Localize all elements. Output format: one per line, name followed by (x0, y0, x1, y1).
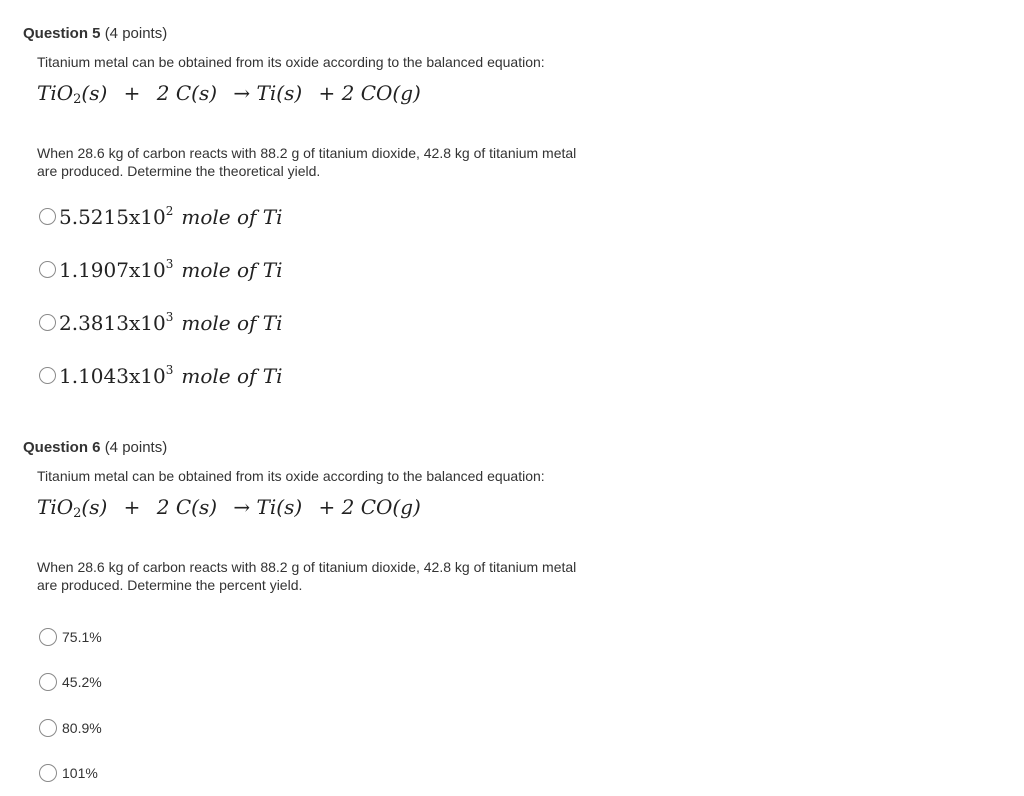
option-unit: mole of Ti (181, 364, 282, 388)
answer-options (37, 190, 1003, 402)
option-exponent: 2 (166, 204, 174, 218)
equation-state: (s) (81, 495, 107, 519)
equation-reactant-2: 2 C(s) (157, 495, 217, 519)
equation-subscript: 2 (73, 92, 81, 107)
equation-product-1: Ti(s) (257, 495, 303, 519)
question-points: (4 points) (105, 439, 168, 456)
option-label (59, 205, 283, 229)
option-mantissa: 5.5215x10 (59, 205, 166, 229)
radio-button[interactable] (39, 719, 57, 737)
question-header (23, 438, 1003, 458)
answer-option[interactable] (37, 190, 1003, 243)
answer-option[interactable] (37, 349, 1003, 402)
equation-arrow: → (233, 81, 250, 105)
option-label: 101% (62, 765, 98, 781)
radio-button[interactable] (39, 628, 57, 646)
option-exponent: 3 (166, 363, 174, 377)
equation-product-2: 2 CO(g) (342, 81, 421, 105)
radio-button[interactable] (39, 261, 56, 278)
option-mantissa: 1.1907x10 (59, 258, 166, 282)
equation-plus: + (124, 495, 141, 519)
option-exponent: 3 (166, 310, 174, 324)
answer-option[interactable] (37, 705, 1003, 751)
answer-option[interactable] (37, 660, 1003, 706)
option-label (59, 311, 283, 335)
answer-option[interactable] (37, 751, 1003, 796)
radio-button[interactable] (39, 673, 57, 691)
equation-plus: + (124, 81, 141, 105)
option-label: 75.1% (62, 629, 102, 645)
option-mantissa: 1.1043x10 (59, 364, 166, 388)
chemical-equation (37, 78, 1003, 108)
question-points: (4 points) (105, 25, 168, 42)
option-unit: mole of Ti (181, 205, 282, 229)
option-label (59, 364, 283, 388)
answer-options (37, 614, 1003, 796)
option-unit: mole of Ti (181, 311, 282, 335)
equation-arrow: → (233, 495, 250, 519)
option-label (59, 258, 283, 282)
equation-state: (s) (81, 81, 107, 105)
radio-button[interactable] (39, 367, 56, 384)
equation-reactant-1: TiO (37, 81, 73, 105)
question-5 (23, 24, 1003, 402)
equation-reactant-1: TiO (37, 495, 73, 519)
question-stem: When 28.6 kg of carbon reacts with 88.2 g of titanium dioxide, 42.8 kg of titanium metal are produced. Determine the theoretical yield. (37, 144, 597, 180)
equation-product-2: 2 CO(g) (342, 495, 421, 519)
equation-plus: + (319, 81, 336, 105)
chemical-equation (37, 492, 1003, 522)
equation-subscript: 2 (73, 506, 81, 521)
option-exponent: 3 (166, 257, 174, 271)
question-6 (23, 438, 1003, 796)
option-label: 45.2% (62, 674, 102, 690)
option-unit: mole of Ti (181, 258, 282, 282)
question-header (23, 24, 1003, 44)
option-mantissa: 2.3813x10 (59, 311, 166, 335)
answer-option[interactable] (37, 614, 1003, 660)
option-label: 80.9% (62, 720, 102, 736)
equation-reactant-2: 2 C(s) (157, 81, 217, 105)
question-stem: When 28.6 kg of carbon reacts with 88.2 g of titanium dioxide, 42.8 kg of titanium metal are produced. Determine the percent yield. (37, 558, 597, 594)
question-intro: Titanium metal can be obtained from its oxide according to the balanced equation: (37, 53, 1003, 71)
question-intro: Titanium metal can be obtained from its oxide according to the balanced equation: (37, 467, 1003, 485)
radio-button[interactable] (39, 208, 56, 225)
question-title: Question 6 (23, 439, 101, 456)
question-title: Question 5 (23, 25, 101, 42)
answer-option[interactable] (37, 243, 1003, 296)
radio-button[interactable] (39, 314, 56, 331)
answer-option[interactable] (37, 296, 1003, 349)
equation-product-1: Ti(s) (257, 81, 303, 105)
equation-plus: + (319, 495, 336, 519)
radio-button[interactable] (39, 764, 57, 782)
